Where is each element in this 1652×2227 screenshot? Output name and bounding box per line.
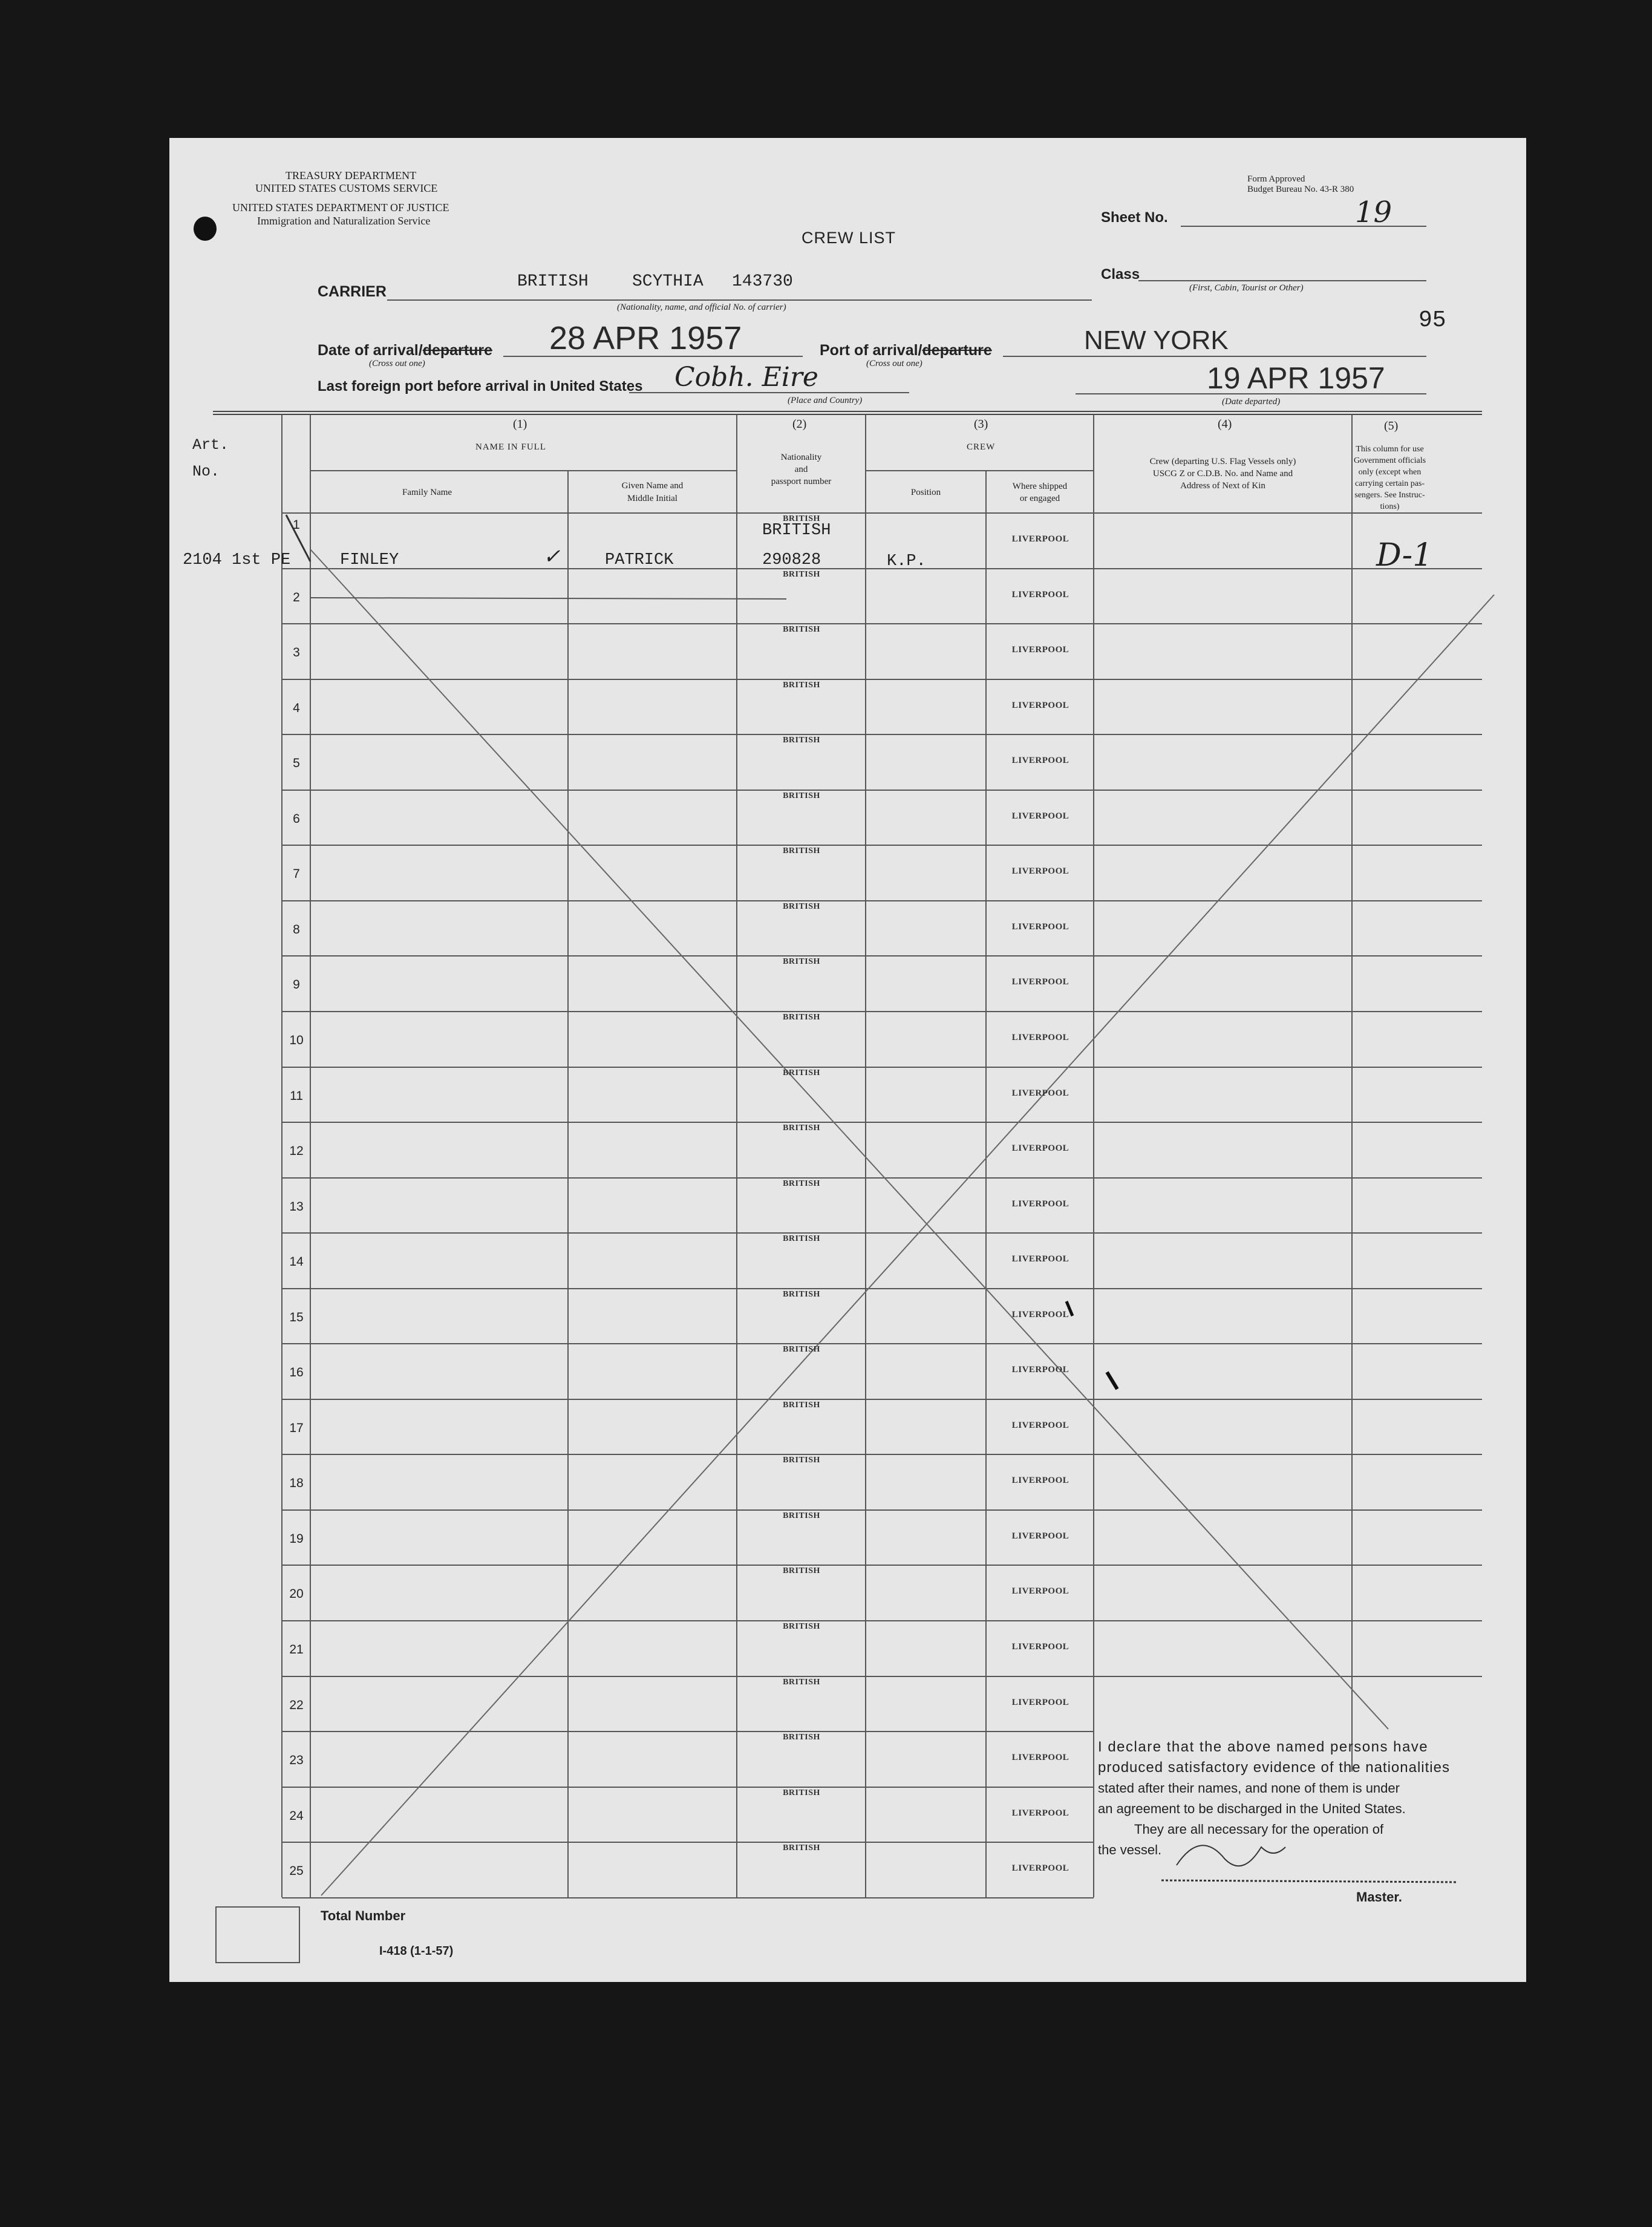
date-label-departure: departure [422,342,492,359]
row-number: 22 [289,1698,304,1712]
port-stamp: NEW YORK [1084,325,1229,355]
col2-title [737,451,866,488]
row-number: 1 [293,518,300,532]
row-number: 4 [293,701,300,715]
date-hint: (Cross out one) [369,359,425,368]
row-number: 11 [290,1088,303,1103]
where-shipped-line2: or engaged [1019,494,1060,503]
row-where-shipped: LIVERPOOL [1011,977,1069,987]
page-number: 95 [1419,307,1446,333]
row-nationality: BRITISH [783,791,820,800]
col2-title-line3: passport number [771,477,832,486]
row-where-shipped: LIVERPOOL [1011,1254,1069,1264]
row-where-shipped: LIVERPOOL [1011,700,1069,710]
master-label: Master. [1356,1889,1402,1905]
row-nationality: BRITISH [783,1733,820,1742]
given-name-header [568,480,737,505]
family-name-entry: FINLEY [340,551,399,569]
col3-number: (3) [974,417,988,431]
col5-title-line4: carrying certain pas- [1354,479,1425,488]
agency-line-1: TREASURY DEPARTMENT [286,169,417,181]
row-where-shipped: LIVERPOOL [1011,589,1069,600]
col5-title-line2: Government officials [1353,456,1426,465]
row-number: 2 [293,590,300,604]
declaration-line-5: They are all necessary for the operation of [1134,1822,1384,1837]
col4-title-line2: USCG Z or C.D.B. No. and Name and [1152,469,1293,479]
carrier-hint: (Nationality, name, and official No. of carrier) [617,302,786,312]
carrier-name: SCYTHIA [632,272,704,291]
col5-title-line6: tions) [1380,502,1400,511]
last-port-value: Cobh. Eire [674,362,818,393]
col4-title [1094,456,1352,492]
row-nationality: BRITISH [783,736,820,745]
sheet-label: Sheet No. [1101,209,1168,226]
carrier-label: CARRIER [318,283,387,300]
port-hint: (Cross out one) [866,359,922,368]
declaration [1098,1737,1450,1860]
declaration-line-4: an agreement to be discharged in the United States. [1098,1801,1406,1816]
row-nationality: BRITISH [783,1456,820,1465]
agency-line-3: UNITED STATES DEPARTMENT OF JUSTICE [232,201,449,214]
row-where-shipped: LIVERPOOL [1011,1642,1069,1652]
row-number: 16 [289,1365,304,1380]
row-nationality: BRITISH [783,1511,820,1520]
declaration-line-2: produced satisfactory evidence of the nationalities [1098,1759,1450,1776]
form-approved: Form Approved [1247,174,1305,184]
row-where-shipped: LIVERPOOL [1011,1586,1069,1597]
budget-bureau: Budget Bureau No. 43-R 380 [1247,185,1354,194]
row-nationality: BRITISH [783,1788,820,1797]
table-grid [169,138,1526,1982]
row-nationality: BRITISH [783,1234,820,1244]
col1-number: (1) [513,417,527,431]
art-label: Art. [192,436,229,454]
row-nationality: BRITISH [783,1179,820,1188]
row-number: 19 [289,1531,304,1546]
row-where-shipped: LIVERPOOL [1011,1199,1069,1209]
row-nationality: BRITISH [783,1566,820,1576]
position-entry: K.P. [887,552,926,571]
row-where-shipped: LIVERPOOL [1011,645,1069,655]
form-title: CREW LIST [802,229,896,247]
row-number: 24 [289,1808,304,1823]
crew-list-form [169,138,1526,1982]
col2-number: (2) [792,417,807,431]
row-where-shipped: LIVERPOOL [1011,1531,1069,1541]
row-number: 17 [289,1421,304,1435]
arrival-date-stamp: 28 APR 1957 [549,320,742,356]
row-where-shipped: LIVERPOOL [1011,921,1069,932]
class-label: Class [1101,266,1140,283]
row-where-shipped: LIVERPOOL [1011,1032,1069,1042]
col1-title: NAME IN FULL [475,442,546,452]
col2-title-line1: Nationality [780,453,822,462]
col5-title-line3: only (except when [1358,468,1422,477]
carrier-number: 143730 [732,272,793,291]
given-name-header-line1: Given Name and [621,481,684,491]
departed-hint: (Date departed) [1222,397,1281,407]
row-number: 13 [289,1199,304,1214]
row-where-shipped: LIVERPOOL [1011,1863,1069,1874]
row-nationality: BRITISH [783,901,820,911]
row-where-shipped: LIVERPOOL [1011,1088,1069,1098]
given-name-header-line2: Middle Initial [627,494,677,503]
row-nationality: BRITISH [783,1677,820,1687]
row-number: 10 [289,1033,304,1047]
row-where-shipped: LIVERPOOL [1011,1365,1069,1375]
col5-title [1352,443,1428,512]
row-number: 21 [289,1643,304,1656]
row-number: 8 [293,922,300,937]
row-number: 15 [289,1310,304,1324]
row-number: 18 [289,1476,304,1491]
carrier-nationality: BRITISH [517,272,589,291]
row-nationality: BRITISH [783,1843,820,1853]
col4-number: (4) [1218,417,1232,431]
row-where-shipped: LIVERPOOL [1011,866,1069,877]
row-number: 23 [289,1753,304,1768]
check-mark: ✓ [543,544,561,569]
row-nationality: BRITISH [783,625,820,635]
nationality-entry: BRITISH [762,522,831,540]
col2-title-line2: and [794,465,808,474]
last-port-hint: (Place and Country) [788,396,863,405]
col5-title-line1: This column for use [1356,445,1424,454]
col4-title-line3: Address of Next of Kin [1180,481,1265,491]
row-where-shipped: LIVERPOOL [1011,1309,1069,1320]
row-nationality: BRITISH [783,1123,820,1133]
passport-entry: 290828 [762,551,821,569]
declaration-line-6: the vessel. [1098,1842,1162,1857]
row-nationality: BRITISH [783,1012,820,1022]
row-number: 7 [293,867,300,881]
row-nationality: BRITISH [783,1345,820,1355]
family-name-header: Family Name [402,488,452,497]
row-where-shipped: LIVERPOOL [1011,1808,1069,1818]
port-label-arrival: Port of arrival/ [820,342,922,359]
sheet-value: 19 [1355,195,1392,229]
row-nationality: BRITISH [783,569,820,579]
row-where-shipped: LIVERPOOL [1011,756,1069,766]
row-where-shipped: LIVERPOOL [1011,1697,1069,1707]
last-port-label: Last foreign port before arrival in United States [318,378,643,394]
row-nationality: BRITISH [783,846,820,856]
row-number: 25 [289,1864,304,1879]
date-label-arrival: Date of arrival/ [318,342,423,359]
row-number: 12 [289,1144,304,1159]
where-shipped-header [986,480,1094,505]
row-where-shipped: LIVERPOOL [1011,1420,1069,1430]
agency-line-2: UNITED STATES CUSTOMS SERVICE [255,182,438,194]
row-where-shipped: LIVERPOOL [1011,534,1069,544]
declaration-line-1: I declare that the above named persons have [1098,1739,1429,1755]
col5-title-line5: sengers. See Instruc- [1354,491,1425,500]
form-id: I-418 (1-1-57) [379,1944,454,1958]
class-hint: (First, Cabin, Tourist or Other) [1189,283,1304,293]
where-shipped-line1: Where shipped [1012,482,1068,491]
position-header: Position [910,488,941,497]
row-number: 20 [289,1587,304,1601]
row-number: 5 [293,756,300,771]
col4-title-line1: Crew (departing U.S. Flag Vessels only) [1149,457,1296,466]
row-nationality: BRITISH [783,1400,820,1410]
row-nationality: BRITISH [783,1622,820,1631]
port-label-departure: departure [922,342,992,359]
row-nationality: BRITISH [783,514,820,523]
row-where-shipped: LIVERPOOL [1011,1143,1069,1154]
col3-title: CREW [967,442,996,452]
agency-line-4: Immigration and Naturalization Service [257,215,431,227]
col5-mark: D-1 [1376,537,1433,574]
col5-number: (5) [1384,419,1399,433]
total-number-label: Total Number [321,1908,406,1923]
row-nationality: BRITISH [783,1068,820,1078]
row-number: 6 [293,811,300,826]
row-nationality: BRITISH [783,680,820,690]
row-where-shipped: LIVERPOOL [1011,1753,1069,1763]
art-entry: 2104 1st PE [183,551,291,569]
row-nationality: BRITISH [783,957,820,967]
row-where-shipped: LIVERPOOL [1011,1476,1069,1486]
declaration-line-3: stated after their names, and none of them is under [1098,1781,1400,1796]
row-number: 14 [289,1255,304,1269]
row-number: 3 [293,646,300,660]
row-where-shipped: LIVERPOOL [1011,811,1069,821]
row-nationality: BRITISH [783,1289,820,1299]
no-label: No. [192,463,220,480]
departed-stamp: 19 APR 1957 [1207,361,1385,395]
row-number: 9 [293,978,300,992]
given-name-entry: PATRICK [605,551,674,569]
